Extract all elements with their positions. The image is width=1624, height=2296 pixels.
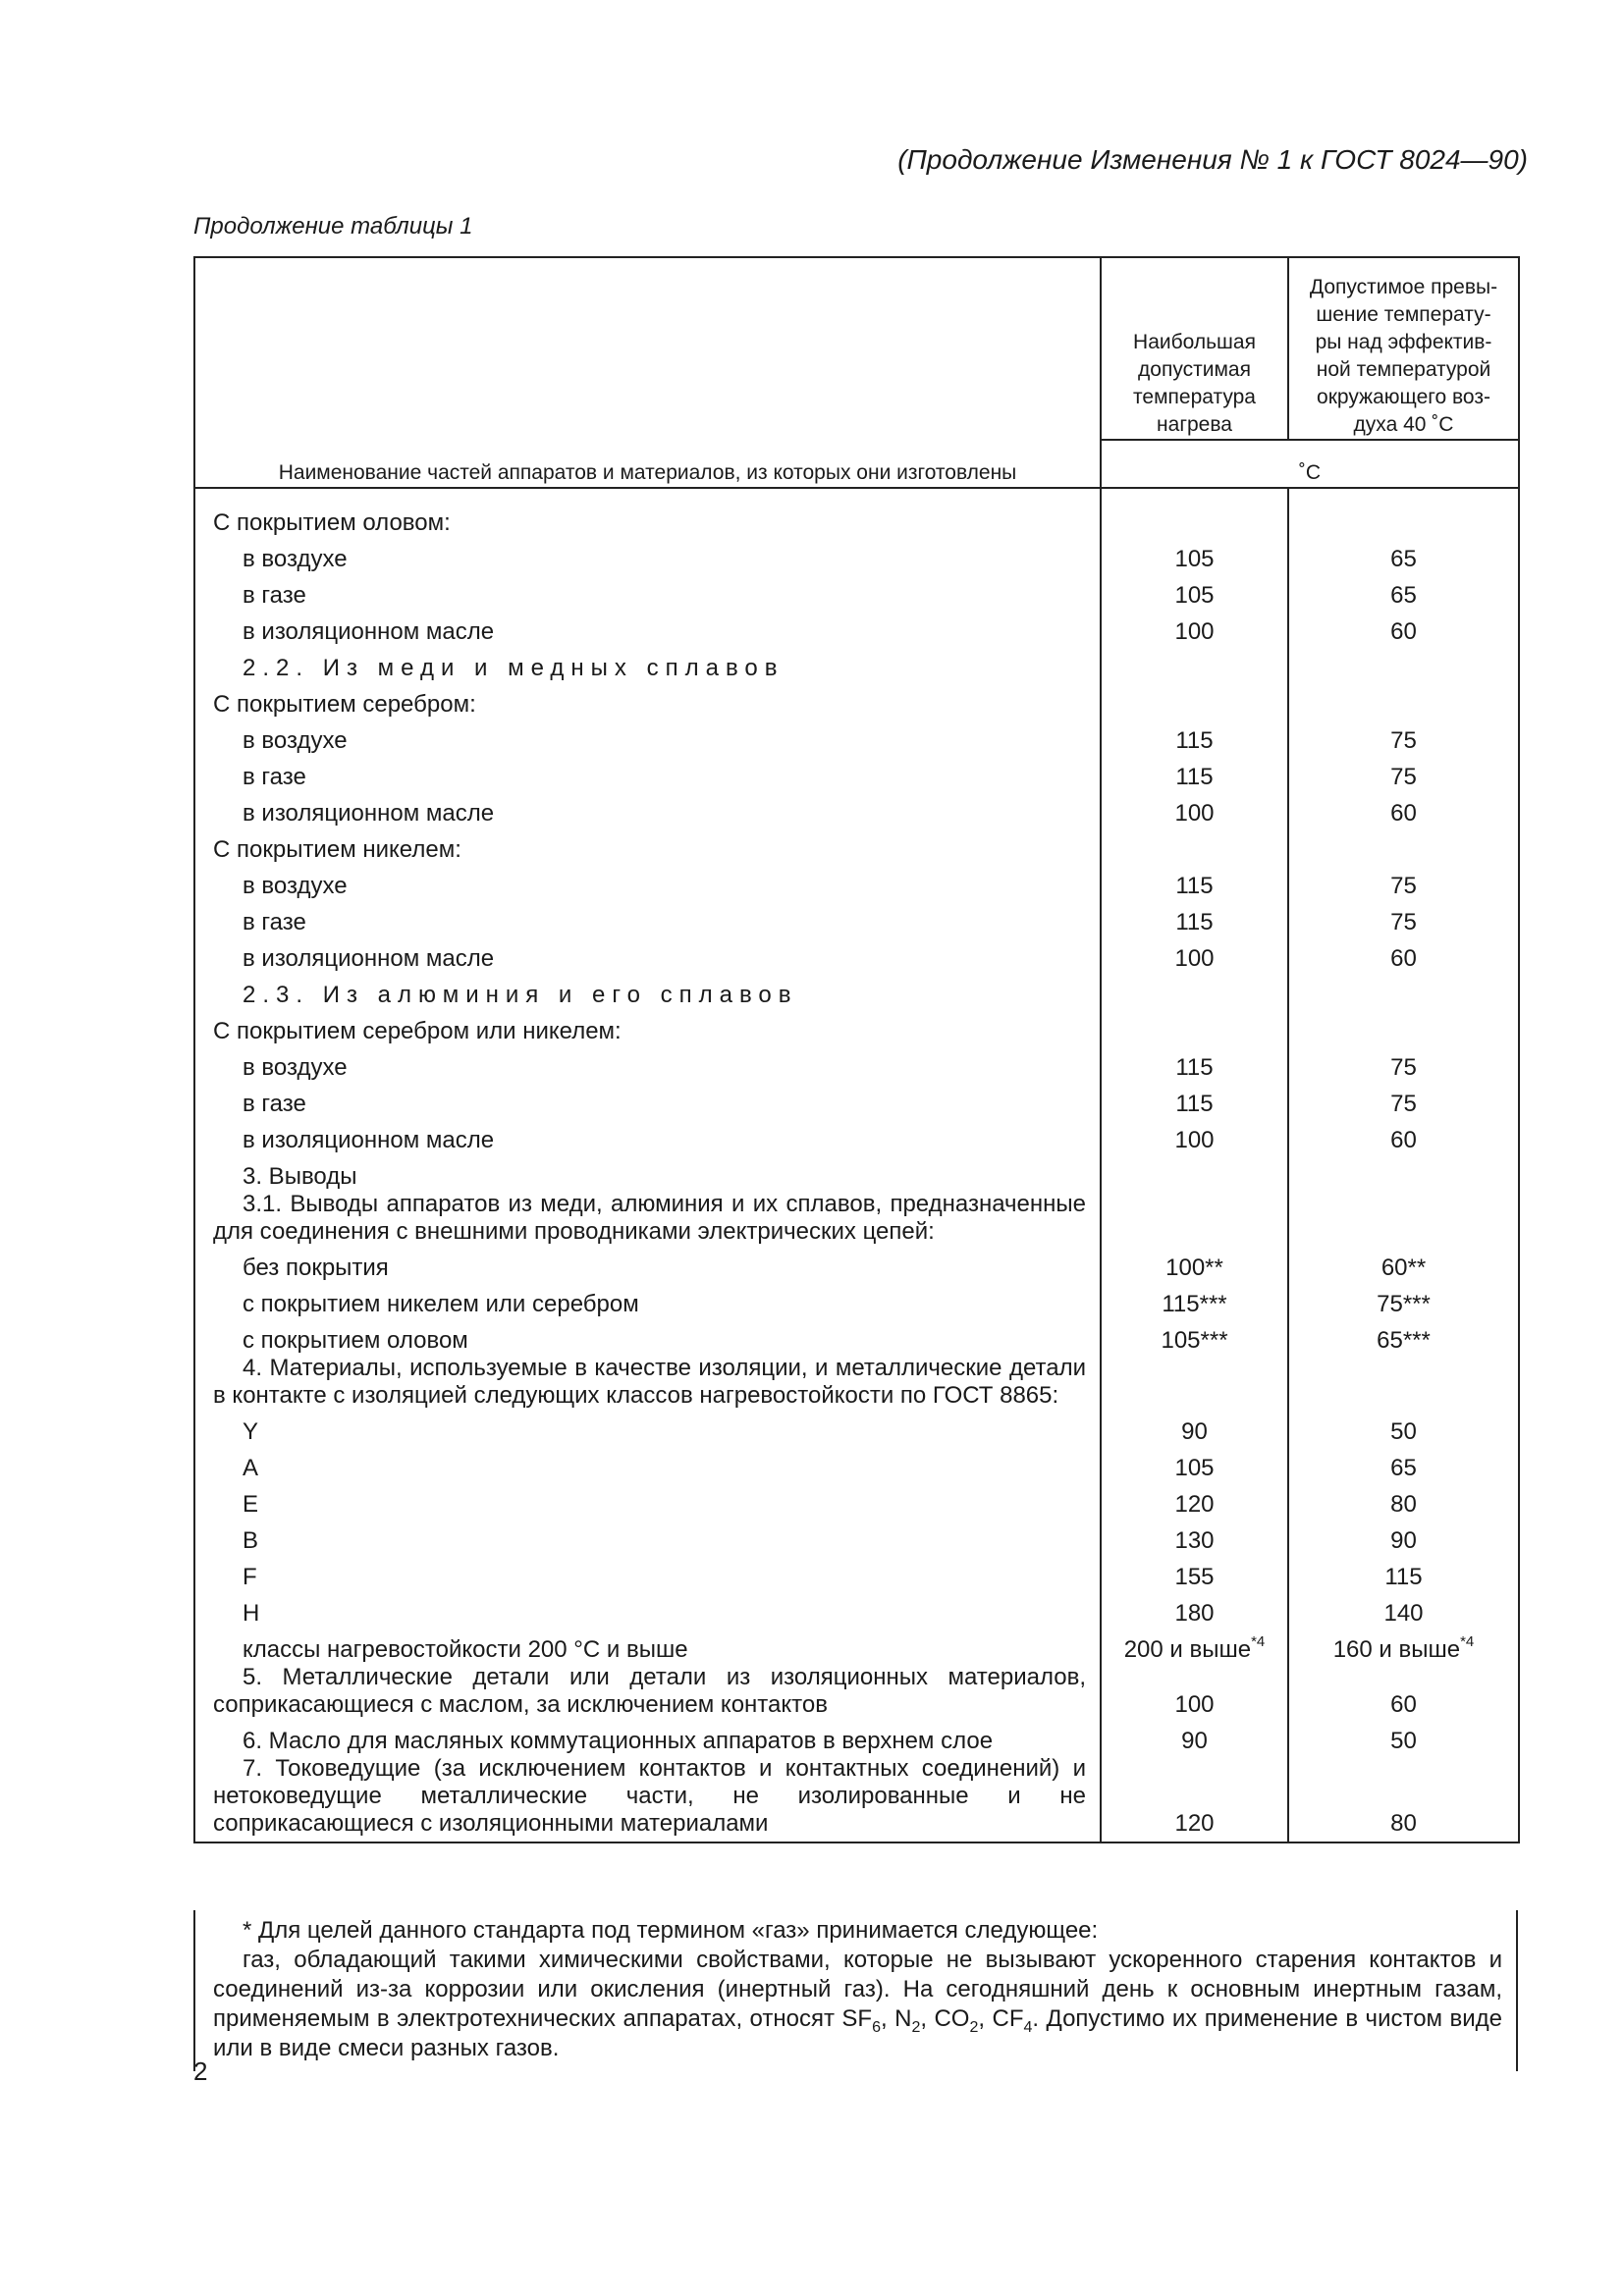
table-row [194,488,1519,537]
table-row [194,791,1519,828]
max-temp-cell: 120 [1101,1755,1288,1842]
header-rise-line: окружающего воз- [1317,386,1490,409]
header-rise-line: Допустимое превы- [1309,276,1498,299]
temp-rise-cell [1288,646,1519,682]
header-max-line: нагрева [1157,413,1232,437]
table-row [194,1318,1519,1355]
table-row [194,1755,1519,1842]
max-temp-cell: 90 [1101,1410,1288,1446]
temp-rise-cell [1288,1009,1519,1045]
row-label: 3.1. Выводы аппаратов из меди, алюминия и их сплавов, предназначенные для соединения с внешними проводниками электрических цепей: [194,1191,1101,1246]
table-row [194,1446,1519,1482]
max-temp-cell [1101,828,1288,864]
header-max-line: Наибольшая [1133,331,1256,354]
table-row [194,1591,1519,1628]
table-row [194,1719,1519,1755]
row-label: без покрытия [194,1246,1101,1282]
temp-rise-cell: 65 [1288,1446,1519,1482]
temp-rise-cell: 75 [1288,864,1519,900]
row-label: A [194,1446,1101,1482]
header-max-temp [1101,257,1288,440]
temp-rise-cell [1288,1355,1519,1410]
table-row [194,1482,1519,1519]
header-rise-line: ной температурой [1316,358,1491,382]
row-label: в воздухе [194,864,1101,900]
table-row [194,1154,1519,1191]
max-temp-cell: 115 [1101,1045,1288,1082]
max-temp-cell [1101,1355,1288,1410]
row-label: 2.2. Из меди и медных сплавов [194,646,1101,682]
table-row [194,719,1519,755]
row-label: с покрытием никелем или серебром [194,1282,1101,1318]
row-label: в газе [194,755,1101,791]
max-temp-cell: 120 [1101,1482,1288,1519]
temp-rise-cell [1288,1191,1519,1246]
max-temp-cell: 100 [1101,1664,1288,1719]
temp-rise-cell [1288,488,1519,537]
max-temp-cell: 115 [1101,755,1288,791]
temp-rise-cell: 60** [1288,1246,1519,1282]
row-label: в газе [194,1082,1101,1118]
max-temp-cell: 100 [1101,936,1288,973]
max-temp-cell: 115*** [1101,1282,1288,1318]
table-row [194,1555,1519,1591]
temp-rise-cell: 65 [1288,537,1519,573]
row-label: С покрытием оловом: [194,488,1101,537]
temp-rise-cell: 75 [1288,1082,1519,1118]
footnotes [193,1910,1518,2071]
temp-rise-cell: 75 [1288,1045,1519,1082]
footnote-gas-definition: газ, обладающий такими химическими свойствами, которые не вызывают ускоренного старения контактов и соединений из-за коррозии или окисления (инертный газ). На сегодняшний день к основным инертным газам, применяемым в электротехнических аппаратах, относят $SF_6$, $N_2$, $CO_2$, $CF_4$. Допустимо их применение в чистом виде или в виде смеси разных газов. [213,1947,1503,2061]
table-row [194,1519,1519,1555]
table-row [194,1282,1519,1318]
row-label: в изоляционном масле [194,610,1101,646]
row-label: 4. Материалы, используемые в качестве изоляции, и металлические детали в контакте с изоляцией следующих классов нагревостойкости по ГОСТ 8865: [194,1355,1101,1410]
table-row [194,537,1519,573]
table-row [194,1246,1519,1282]
table-row [194,755,1519,791]
table-row [194,1191,1519,1246]
row-label: в воздухе [194,719,1101,755]
table-row [194,1118,1519,1154]
temp-rise-cell: 60 [1288,791,1519,828]
temp-rise-cell: 80 [1288,1482,1519,1519]
row-label: в изоляционном масле [194,936,1101,973]
header-rise-line: духа 40 ˚С [1353,413,1454,437]
temp-rise-cell: 160 и выше$^{*4}$ [1288,1628,1519,1664]
temp-rise-cell: 75 [1288,755,1519,791]
temp-rise-cell: 80 [1288,1755,1519,1842]
table-row [194,1082,1519,1118]
row-label: С покрытием серебром или никелем: [194,1009,1101,1045]
row-label: Y [194,1410,1101,1446]
temp-rise-cell: 75 [1288,900,1519,936]
table-row [194,936,1519,973]
max-temp-cell: 115 [1101,719,1288,755]
temperature-table [193,256,1520,1843]
max-temp-cell: 100 [1101,610,1288,646]
temp-rise-cell: 65 [1288,573,1519,610]
temp-rise-cell: 50 [1288,1410,1519,1446]
temp-rise-cell: 60 [1288,1664,1519,1719]
max-temp-cell: 155 [1101,1555,1288,1591]
row-label: 2.3. Из алюминия и его сплавов [194,973,1101,1009]
table-row [194,1355,1519,1410]
temp-rise-cell: 115 [1288,1555,1519,1591]
max-temp-cell: 200 и выше$^{*4}$ [1101,1628,1288,1664]
temp-rise-cell: 60 [1288,1118,1519,1154]
max-temp-cell [1101,1154,1288,1191]
row-label: С покрытием никелем: [194,828,1101,864]
max-temp-cell: 105 [1101,573,1288,610]
header-rise-line: шение температу- [1316,303,1491,327]
table-row [194,864,1519,900]
header-max-line: допустимая [1138,358,1251,382]
temp-rise-cell: 60 [1288,610,1519,646]
row-label: с покрытием оловом [194,1318,1101,1355]
max-temp-cell: 105 [1101,1446,1288,1482]
max-temp-cell: 105 [1101,537,1288,573]
max-temp-cell: 115 [1101,900,1288,936]
table-header-row [194,257,1519,440]
temp-rise-cell: 65*** [1288,1318,1519,1355]
row-label: в газе [194,900,1101,936]
max-temp-cell: 115 [1101,1082,1288,1118]
max-temp-cell: 90 [1101,1719,1288,1755]
running-header: (Продолжение Изменения № 1 к ГОСТ 8024—90) [897,144,1528,175]
max-temp-cell: 100** [1101,1246,1288,1282]
temp-rise-cell [1288,682,1519,719]
row-label: B [194,1519,1101,1555]
max-temp-cell: 100 [1101,1118,1288,1154]
max-temp-cell [1101,646,1288,682]
row-label: 3. Выводы [194,1154,1101,1191]
unit-label: ˚С [1101,440,1519,488]
header-name: Наименование частей аппаратов и материалов, из которых они изготовлены [194,257,1101,488]
temp-rise-cell: 50 [1288,1719,1519,1755]
temp-rise-cell: 75*** [1288,1282,1519,1318]
table-row [194,1045,1519,1082]
table-caption: Продолжение таблицы 1 [193,213,473,240]
max-temp-cell: 115 [1101,864,1288,900]
row-label: 7. Токоведущие (за исключением контактов и контактных соединений) и нетоковедущие металлические части, не изолированные и не соприкасающиеся с изоляционными материалами [194,1755,1101,1842]
row-label: в газе [194,573,1101,610]
table-row [194,828,1519,864]
table-row [194,1410,1519,1446]
temp-rise-cell: 75 [1288,719,1519,755]
max-temp-cell: 130 [1101,1519,1288,1555]
row-label: в изоляционном масле [194,1118,1101,1154]
table-row [194,1628,1519,1664]
max-temp-cell: 105*** [1101,1318,1288,1355]
row-label: 6. Масло для масляных коммутационных аппаратов в верхнем слое [194,1719,1101,1755]
max-temp-cell [1101,682,1288,719]
row-label: С покрытием серебром: [194,682,1101,719]
table-body [194,488,1519,1842]
max-temp-cell [1101,1009,1288,1045]
table-row [194,682,1519,719]
row-label: в изоляционном масле [194,791,1101,828]
row-label: в воздухе [194,537,1101,573]
temp-rise-cell: 90 [1288,1519,1519,1555]
header-max-line: температура [1133,386,1256,409]
max-temp-cell [1101,1191,1288,1246]
header-rise-line: ры над эффектив- [1315,331,1492,354]
table-row [194,610,1519,646]
table-row [194,573,1519,610]
row-label: F [194,1555,1101,1591]
max-temp-cell [1101,488,1288,537]
footnote-line: * Для целей данного стандарта под термином «газ» принимается следующее: [243,1917,1099,1944]
temp-rise-cell: 140 [1288,1591,1519,1628]
temp-rise-cell [1288,973,1519,1009]
table-row [194,1664,1519,1719]
row-label: классы нагревостойкости 200 °С и выше [194,1628,1101,1664]
max-temp-cell [1101,973,1288,1009]
max-temp-cell: 100 [1101,791,1288,828]
table-row [194,900,1519,936]
row-label: 5. Металлические детали или детали из изоляционных материалов, соприкасающиеся с маслом, за исключением контактов [194,1664,1101,1719]
table-row [194,973,1519,1009]
max-temp-cell: 180 [1101,1591,1288,1628]
row-label: H [194,1591,1101,1628]
temp-rise-cell: 60 [1288,936,1519,973]
header-temp-rise [1288,257,1519,440]
table-row [194,1009,1519,1045]
temp-rise-cell [1288,828,1519,864]
temp-rise-cell [1288,1154,1519,1191]
row-label: в воздухе [194,1045,1101,1082]
row-label: E [194,1482,1101,1519]
table-row [194,646,1519,682]
page-number: 2 [193,2056,208,2086]
